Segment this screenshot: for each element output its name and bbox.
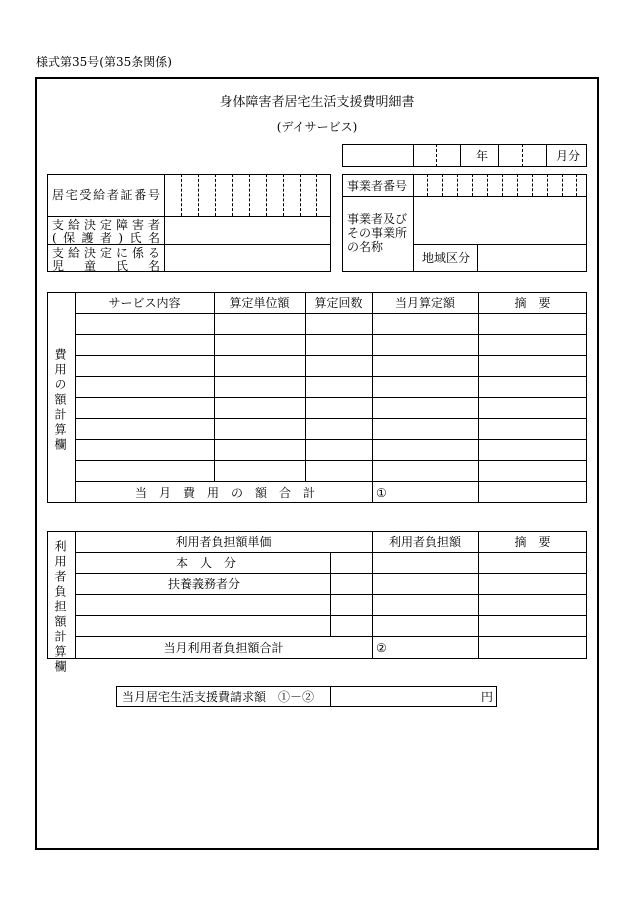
user-total-field[interactable] xyxy=(388,637,477,658)
form-title: 身体障害者居宅生活支援費明細書 xyxy=(219,95,415,110)
guardian-name-field[interactable] xyxy=(165,217,330,244)
month-field[interactable] xyxy=(499,145,546,166)
child-label-2: 児童氏名 xyxy=(52,259,160,273)
user-header-rate: 利用者負担額単価 xyxy=(175,535,272,549)
region-label: 地域区分 xyxy=(422,251,471,265)
cert-number-label: 居宅受給者証番号 xyxy=(52,188,160,202)
claim-unit: 円 xyxy=(481,690,494,704)
user-header-remarks: 摘 要 xyxy=(514,535,551,549)
cost-total-mark: ① xyxy=(376,486,387,500)
cost-header-remarks: 摘 要 xyxy=(514,296,551,310)
child-name-field[interactable] xyxy=(165,245,330,271)
form-number: 様式第35号(第35条関係) xyxy=(36,55,172,69)
cost-header-count: 算定回数 xyxy=(314,296,363,310)
child-label-1: 支給決定に係る xyxy=(52,246,160,260)
user-total-mark: ② xyxy=(376,641,387,655)
user-row-self: 本 人 分 xyxy=(176,556,237,570)
provider-name-label-2: その事業所 xyxy=(347,226,408,240)
cert-number-field[interactable] xyxy=(165,175,330,216)
cost-total-label: 当月費用の額合計 xyxy=(135,486,315,500)
user-header-amount: 利用者負担額 xyxy=(388,535,461,549)
date-box xyxy=(342,144,587,167)
guardian-label-1: 支給決定障害者 xyxy=(52,218,160,232)
user-total-label: 当月利用者負担額合計 xyxy=(163,641,284,655)
cost-header-service: サービス内容 xyxy=(108,296,181,310)
user-row-dependent: 扶養義務者分 xyxy=(168,577,241,591)
cost-total-field[interactable] xyxy=(388,482,477,502)
form-subtitle: (デイサービス) xyxy=(276,120,358,134)
provider-number-label: 事業者番号 xyxy=(347,179,408,193)
user-side-label: 利用者負担額計算欄 xyxy=(53,540,67,675)
cost-side-label: 費用の額計算欄 xyxy=(53,348,67,453)
month-label: 月分 xyxy=(556,149,581,163)
user-burden-table xyxy=(47,531,587,659)
guardian-label-2: (保護者)氏名 xyxy=(52,231,160,245)
year-field[interactable] xyxy=(414,145,460,166)
cost-header-unit: 算定単位額 xyxy=(229,296,290,310)
year-label: 年 xyxy=(476,149,489,163)
cost-header-monthly: 当月算定額 xyxy=(394,296,455,310)
provider-number-field[interactable] xyxy=(414,175,586,196)
provider-name-field[interactable] xyxy=(414,197,586,244)
claim-amount-field[interactable] xyxy=(331,687,476,706)
provider-name-label-1: 事業者及び xyxy=(347,212,408,226)
region-field[interactable] xyxy=(478,245,586,271)
claim-label: 当月居宅生活支援費請求額 ①－② xyxy=(122,690,315,704)
provider-name-label-3: の名称 xyxy=(347,240,384,254)
